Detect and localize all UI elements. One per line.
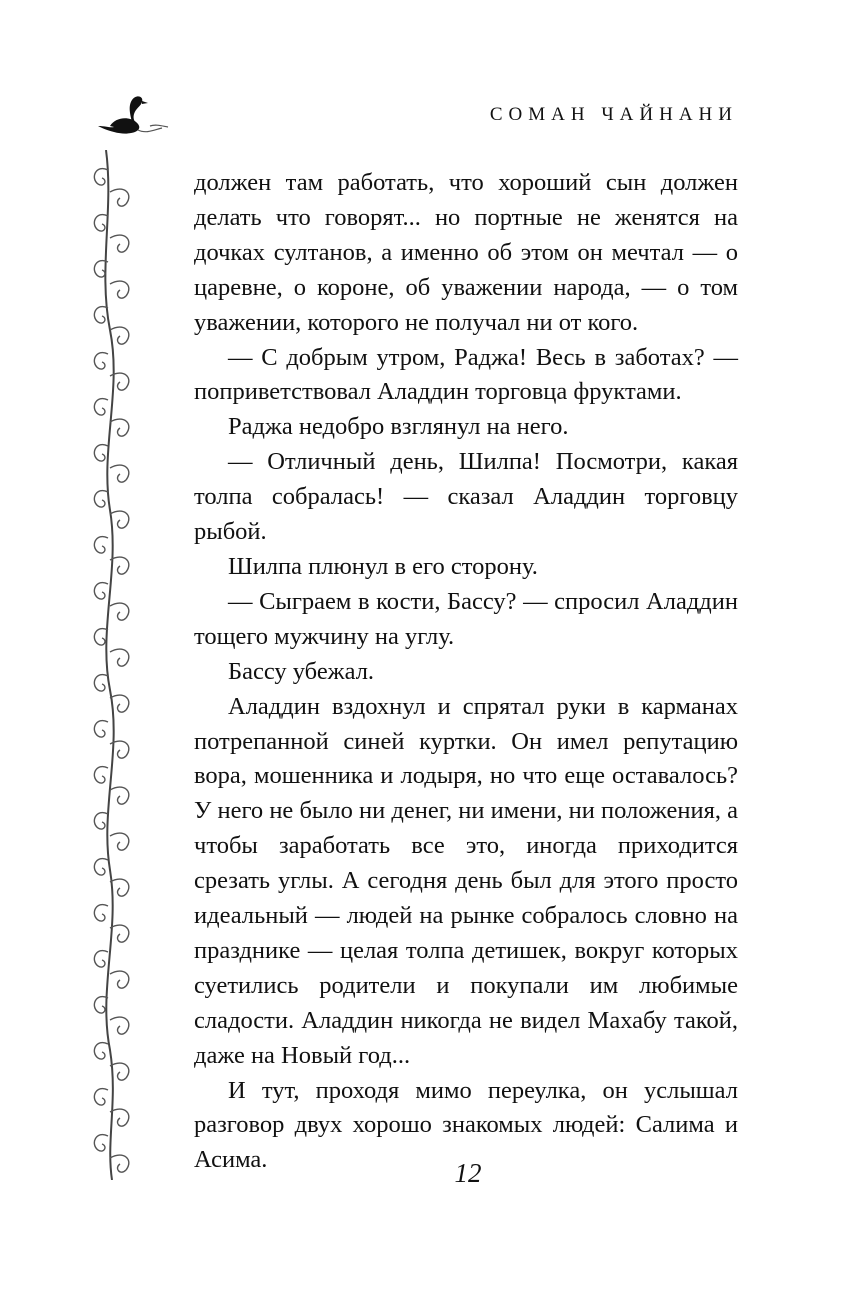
page-number: 12 xyxy=(454,1158,482,1188)
paragraph: — Сыграем в кости, Бассу? — спросил Аладдин тощего мужчину на углу. xyxy=(194,587,738,650)
swan-logo-icon xyxy=(88,80,188,140)
paragraph: — С добрым утром, Раджа! Весь в заботах? — поприветствовал Аладдин торговца фруктами. xyxy=(194,343,738,406)
paragraph: Аладдин вздохнул и спрятал руки в карманах потрепанной синей куртки. Он имел репутацию вора, мошенника и лодыря, но что еще оставалось? У него не было ни денег, ни имени, ни положения, а чтобы заработать все это, иногда приходится срезать углы. А сегодня день был для этого просто идеальный — людей на рынке собралось словно на празднике — целая толпа детишек, вокруг которых суетились родители и покупали им любимые сладости. Аладдин никогда не видел Махабу такой, даже на Новый год... xyxy=(194,692,738,1069)
paragraph: И тут, проходя мимо переулка, он услышал разговор двух хорошо знакомых людей: Салима и Асима. xyxy=(194,1076,738,1174)
paragraph: Шилпа плюнул в его сторону. xyxy=(228,552,538,580)
paragraph: должен там работать, что хороший сын должен делать что говорят... но портные не женятся на дочках султанов, а именно об этом он мечтал — о царевне, о короне, об уважении народа, — о том уважении, которого не получал ни от кого. xyxy=(194,169,738,336)
paragraph: Бассу убежал. xyxy=(228,657,375,685)
vine-ornament-icon xyxy=(88,150,148,1180)
paragraph: — Отличный день, Шилпа! Посмотри, какая толпа собралась! — сказал Аладдин торговцу рыбой. xyxy=(194,448,738,546)
paragraph: Раджа недобро взглянул на него. xyxy=(228,413,569,441)
body-text xyxy=(194,166,738,1178)
running-header: СОМАН ЧАЙНАНИ xyxy=(489,104,738,125)
